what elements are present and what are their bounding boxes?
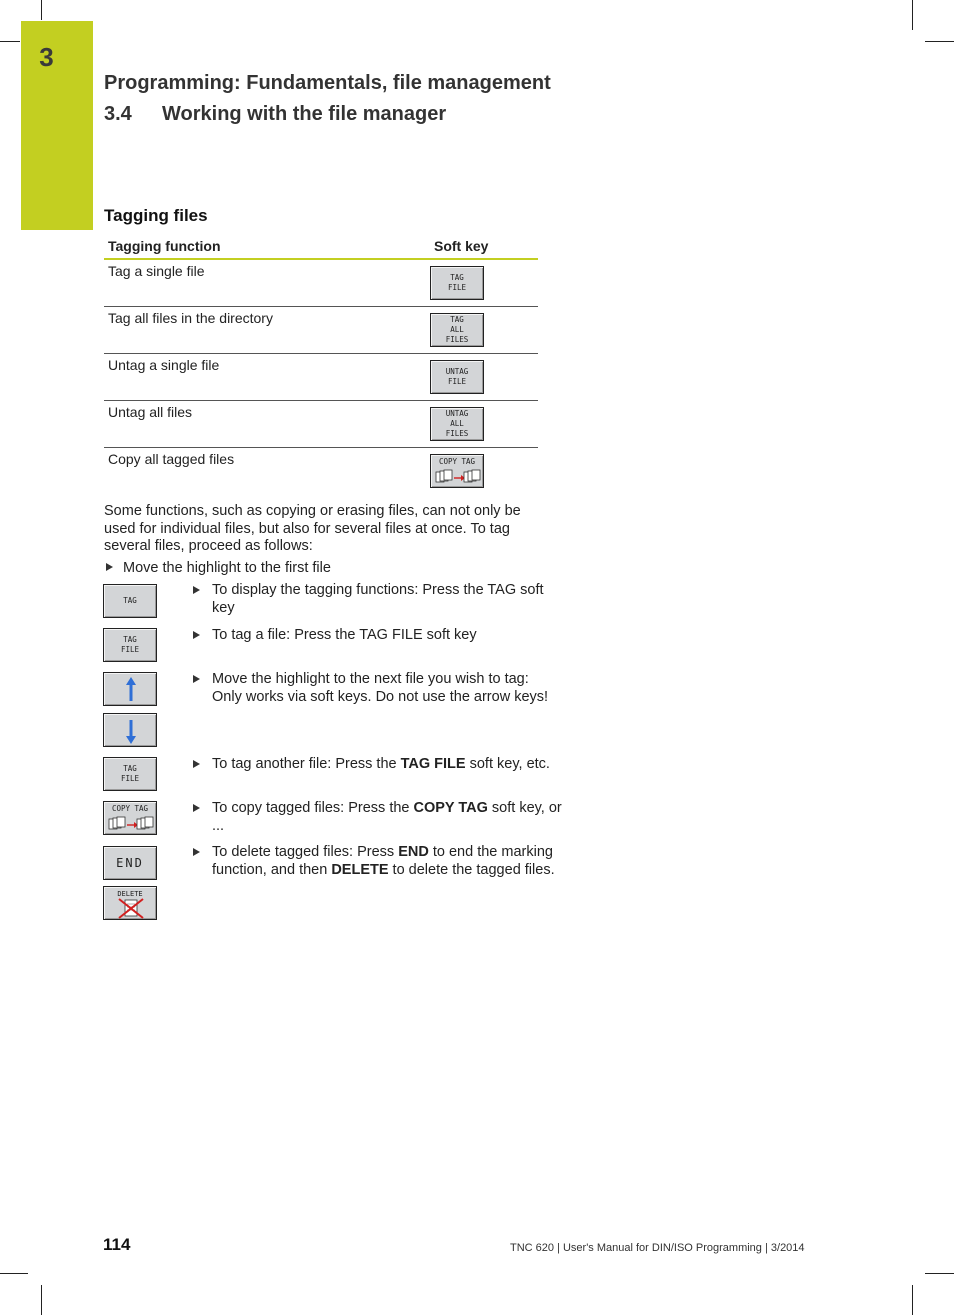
arrow-down-key[interactable]	[103, 713, 157, 747]
section-heading: Tagging files	[104, 206, 208, 225]
copy-tag-softkey[interactable]: COPY TAG	[103, 801, 157, 835]
bullet-arrow-icon	[193, 760, 200, 768]
bullet-arrow-icon	[193, 631, 200, 639]
step-copy-tagged-files: To copy tagged files: Press the COPY TAG soft key, or ...	[193, 799, 562, 835]
bullet-arrow-icon	[193, 848, 200, 856]
tag-file-softkey[interactable]: TAG FILE	[430, 266, 484, 300]
tag-all-files-softkey[interactable]: TAG ALL FILES	[430, 313, 484, 347]
untag-file-softkey[interactable]: UNTAG FILE	[430, 360, 484, 394]
column-header-function: Tagging function	[104, 236, 430, 259]
intro-paragraph: Some functions, such as copying or erasing files, can not only be used for individual files, but also for several files at once. To tag several files, proceed as follows:	[104, 503, 521, 554]
section-title: Working with the file manager	[162, 103, 447, 125]
first-step: Move the highlight to the first file	[106, 560, 331, 576]
bullet-arrow-icon	[193, 804, 200, 812]
page-number: 114	[103, 1235, 131, 1254]
copy-tag-softkey[interactable]: COPY TAG	[430, 454, 484, 488]
chapter-number: 3	[39, 42, 54, 72]
step-move-highlight: Move the highlight to the next file you wish to tag: Only works via soft keys. Do not use the arrow keys!	[193, 670, 562, 706]
bullet-arrow-icon	[193, 675, 200, 683]
crop-mark	[925, 41, 954, 42]
table-row	[104, 401, 538, 448]
table-row	[104, 307, 538, 354]
tag-softkey[interactable]: TAG	[103, 584, 157, 618]
table-row	[104, 259, 538, 307]
delete-softkey[interactable]: DELETE	[103, 886, 157, 920]
table-row	[104, 448, 538, 495]
copy-files-icon	[106, 816, 156, 832]
step-tag-another-file: To tag another file: Press the TAG FILE soft key, etc.	[193, 755, 562, 773]
footer-text: TNC 620 | User's Manual for DIN/ISO Programming | 3/2014	[510, 1242, 805, 1254]
function-cell: Untag all files	[104, 401, 430, 448]
delete-file-icon	[104, 898, 158, 920]
tagging-table	[104, 236, 538, 494]
end-key[interactable]: END	[103, 846, 157, 880]
arrow-up-key[interactable]	[103, 672, 157, 706]
untag-all-files-softkey[interactable]: UNTAG ALL FILES	[430, 407, 484, 441]
table-header-row	[104, 236, 538, 259]
step-delete-tagged-files: To delete tagged files: Press END to end the marking function, and then DELETE to delete the tagged files.	[193, 843, 562, 879]
function-cell: Tag all files in the directory	[104, 307, 430, 354]
crop-mark	[925, 1273, 954, 1274]
crop-mark	[41, 0, 42, 20]
table-row	[104, 354, 538, 401]
arrow-up-icon	[104, 673, 158, 707]
function-cell: Copy all tagged files	[108, 451, 235, 467]
copy-files-icon	[433, 469, 483, 485]
crop-mark	[912, 0, 913, 30]
crop-mark	[912, 1285, 913, 1315]
crop-mark	[0, 1273, 28, 1274]
step-tag-file: To tag a file: Press the TAG FILE soft key	[193, 626, 562, 644]
bullet-arrow-icon	[106, 563, 113, 571]
column-header-softkey: Soft key	[430, 236, 538, 259]
bullet-arrow-icon	[193, 586, 200, 594]
tag-file-softkey[interactable]: TAG FILE	[103, 757, 157, 791]
section-number: 3.4	[104, 103, 132, 125]
arrow-down-icon	[104, 714, 158, 748]
crop-mark	[41, 1285, 42, 1315]
step-display-tag-functions: To display the tagging functions: Press the TAG soft key	[193, 581, 562, 617]
function-cell: Tag a single file	[104, 259, 430, 307]
function-cell: Untag a single file	[104, 354, 430, 401]
chapter-title: Programming: Fundamentals, file management	[104, 72, 551, 94]
tag-file-softkey[interactable]: TAG FILE	[103, 628, 157, 662]
